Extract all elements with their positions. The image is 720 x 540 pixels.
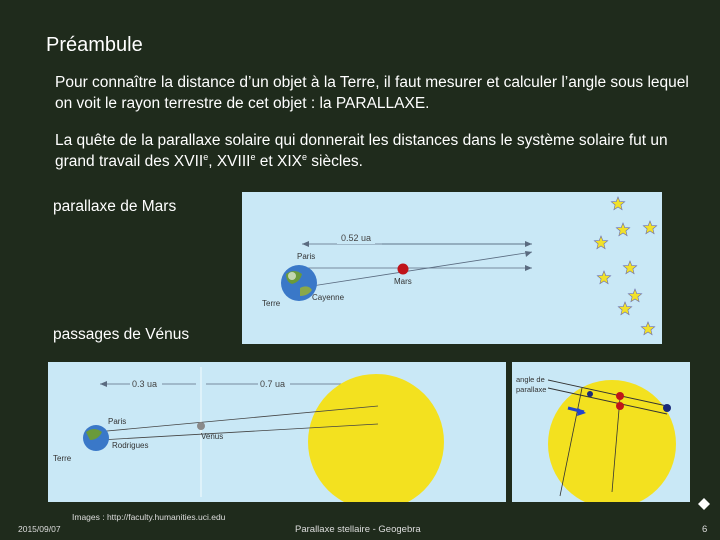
venus-dist-earth-label: 0.3 ua [132,379,158,389]
mars-parallax-label: parallaxe de Mars [53,198,177,215]
intro-paragraph: Pour connaître la distance d’un objet à la Terre, il faut mesurer et calculer l’angle sous lequel on voit le rayon terrestre de cet objet : la PARALLAXE. [55,74,689,112]
earth-cloud [288,272,296,280]
background-stars [594,197,656,335]
earth-venus-arrow [100,381,107,387]
mars-planet-icon [398,264,409,275]
detail-venus-rodrigues-dot [616,402,624,410]
detail-venus-paris-dot [616,392,624,400]
mars-planet-label: Mars [394,277,412,286]
star-icon [643,221,656,234]
venus-detail-svg [512,362,690,502]
sup-e3: e [301,151,307,162]
venus-transit-label: passages de Vénus [53,326,190,343]
venus-rodrigues-label: Rodrigues [112,441,149,450]
footer-title: Parallaxe stellaire - Geogebra [295,524,421,535]
mars-cayenne-label: Cayenne [312,293,345,302]
venus-planet-label: Venus [201,432,224,441]
venus-paris-label: Paris [108,417,127,426]
venus-diagram-svg [48,362,506,502]
detail-sun-disc [548,380,676,502]
sup-e1: e [203,151,209,162]
cayenne-sightline [299,252,532,288]
star-icon [618,302,631,315]
detail-point-upper [663,404,671,412]
angle-label-line2: parallaxe [516,385,547,394]
history-text-end: siècles. [307,153,363,170]
star-icon [594,236,607,249]
history-text-start: La quête de la parallaxe solaire qui donnerait les distances dans le système solaire fut un grand travail des XVII [55,132,668,170]
page-number: 6 [702,524,708,535]
mars-terre-label: Terre [262,299,281,308]
venus-terre-label: Terre [53,454,72,463]
mars-diagram-svg [242,192,662,344]
mars-parallax-diagram [242,192,662,344]
star-icon [628,289,641,302]
history-text-mid1: , XVIII [208,153,251,170]
distance-arrow-right [525,241,532,247]
sup-e2: e [250,151,256,162]
mars-paris-label: Paris [297,252,316,261]
star-icon [623,261,636,274]
cayenne-arrow [525,251,532,257]
image-credits: Images : http://faculty.humanities.uci.edu [72,512,226,522]
venus-parallax-detail [512,362,690,502]
star-icon [616,223,629,236]
star-icon [611,197,624,210]
distance-arrow-left [302,241,309,247]
star-icon [641,322,654,335]
star-icon [597,271,610,284]
slide-title: Préambule [46,34,143,56]
detail-point-left [587,391,593,397]
history-text-mid2: et XIX [255,153,302,170]
history-paragraph [55,130,695,172]
angle-label-line1: angle de [516,375,545,384]
paris-arrow [525,265,532,271]
sun-disc [308,374,444,502]
venus-dist-sun-label: 0.7 ua [260,379,286,389]
venus-planet-icon [197,422,205,430]
footer-date: 2015/09/07 [18,524,61,534]
distance-label: 0.52 ua [341,233,372,243]
venus-transit-diagram [48,362,506,502]
diamond-nav-icon[interactable] [697,497,711,511]
